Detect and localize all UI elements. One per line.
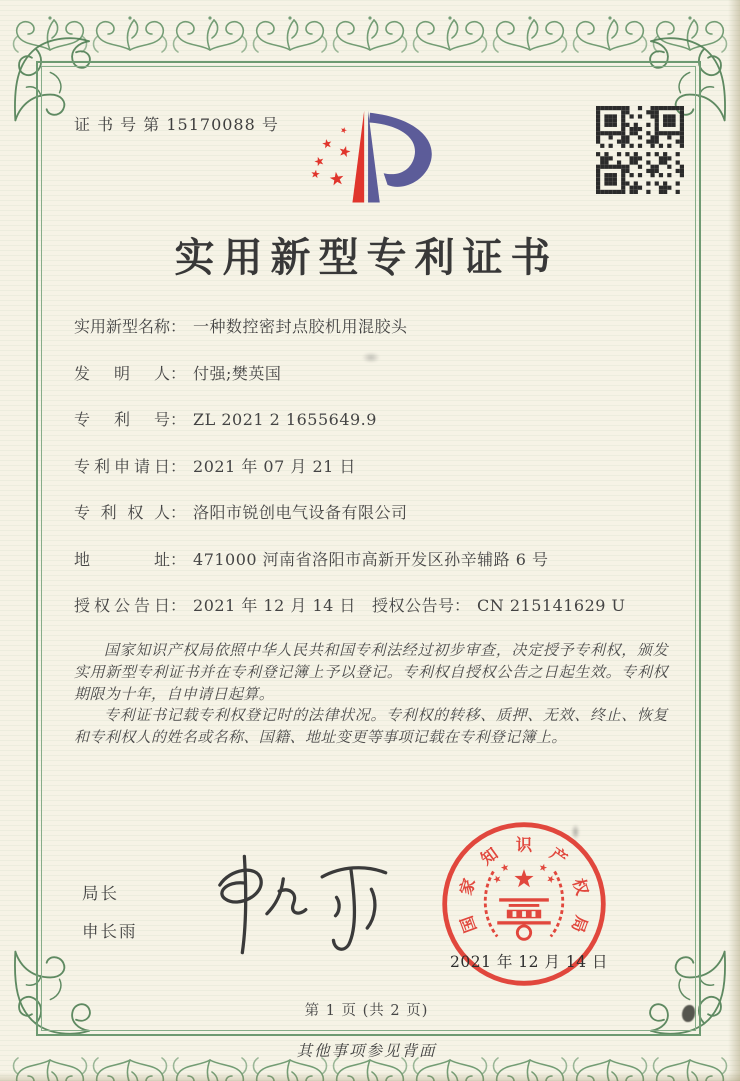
top-scrollwork-band <box>10 10 730 56</box>
field-inventors <box>74 365 674 382</box>
seal-date: 2021 年 12 月 14 日 <box>449 953 609 971</box>
legal-paragraph-1: 国家知识产权局依照中华人民共和国专利法经过初步审查，决定授予专利权，颁发实用新型专利证书并在专利登记簿上予以登记。专利权自授权公告之日起生效。专利权期限为十年，自申请日起算。 <box>74 641 668 703</box>
back-note: 其他事项参见背面 <box>296 1042 437 1060</box>
director-signature-icon <box>185 850 400 958</box>
seal-char: 知 <box>477 843 502 869</box>
field-address <box>74 551 674 568</box>
field-colon: ： <box>170 549 187 569</box>
seal-char: 家 <box>456 876 480 898</box>
field-value: 2021 年 07 月 21 日 <box>193 456 356 476</box>
legal-text-block <box>74 640 668 749</box>
seal-char: 权 <box>568 876 592 898</box>
field-label: 地址 <box>74 549 170 569</box>
field-label: 实用新型名称 <box>74 317 171 336</box>
field-label: 发明人 <box>74 363 170 383</box>
signer-name: 申长雨 <box>82 922 138 941</box>
field-value: 洛阳市锐创电气设备有限公司 <box>193 503 408 522</box>
field-label: 专利号 <box>74 410 170 429</box>
field-label: 授权公告号 <box>372 596 454 615</box>
field-value: 2021 年 12 月 14 日 <box>193 596 356 615</box>
field-patentee <box>74 504 674 521</box>
legal-paragraph-2: 专利证书记载专利权登记时的法律状况。专利权的转移、质押、无效、终止、恢复和专利权人的姓名或名称、国籍、地址变更等事项记载在专利登记簿上。 <box>74 706 668 747</box>
field-patent-number <box>74 411 674 428</box>
certificate-number: 证 书 号 第 15170088 号 <box>74 115 279 134</box>
field-value: 一种数控密封点胶机用混胶头 <box>193 317 408 336</box>
field-colon: ： <box>170 596 187 615</box>
seal-char: 国 <box>456 913 481 936</box>
field-label: 专利申请日 <box>74 456 170 476</box>
field-colon: ： <box>454 596 471 615</box>
national-emblem-icon <box>485 863 563 940</box>
seal-char: 识 <box>515 835 533 855</box>
field-colon: ： <box>170 363 187 383</box>
field-label: 专利权人 <box>74 503 170 522</box>
qr-code <box>596 106 684 194</box>
field-value: 471000 河南省洛阳市高新开发区孙辛辅路 6 号 <box>193 549 549 569</box>
scan-page-edge-bottom <box>0 1072 740 1081</box>
seal-char: 局 <box>567 913 592 936</box>
field-colon: ： <box>170 456 187 476</box>
scan-page-edge-right <box>728 0 740 1081</box>
field-grant-row <box>74 597 674 614</box>
field-utility-model-name <box>74 318 674 335</box>
certificate-title: 实用新型专利证书 <box>174 234 559 281</box>
ink-smudge <box>571 824 580 840</box>
signer-title: 局长 <box>82 884 119 903</box>
field-value: CN 215141629 U <box>477 596 626 615</box>
field-colon: ： <box>170 410 187 429</box>
field-value: 付强;樊英国 <box>193 363 282 383</box>
seal-char: 产 <box>546 843 571 869</box>
cnipa-logo-icon <box>292 104 448 218</box>
page-indicator: 第 1 页 (共 2 页) <box>304 1003 429 1019</box>
signer-block <box>82 880 138 956</box>
field-application-date <box>74 458 674 475</box>
field-value: ZL 2021 2 1655649.9 <box>193 410 377 429</box>
field-colon: ： <box>170 503 187 522</box>
field-list <box>74 318 674 644</box>
ink-smudge <box>362 352 380 363</box>
field-colon: ： <box>170 317 187 336</box>
field-grant-publication-no <box>372 597 626 614</box>
field-label: 授权公告日 <box>74 596 170 615</box>
